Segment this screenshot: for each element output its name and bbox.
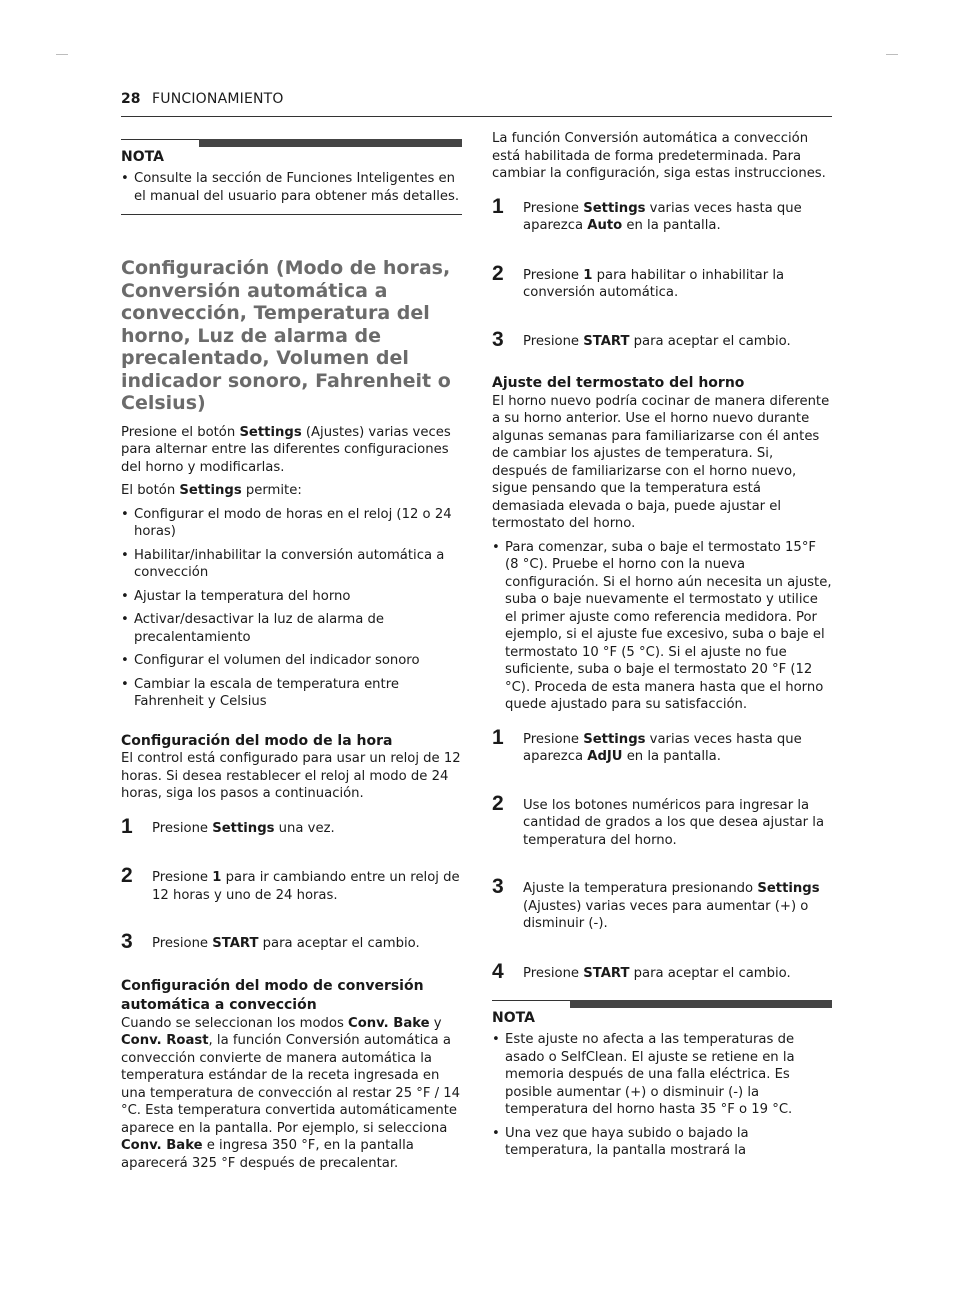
list-item: • Configurar el modo de horas en el reloj (12 o 24 horas) (121, 506, 462, 541)
thermostat-list (492, 539, 832, 714)
step-number: 3 (492, 875, 504, 898)
page-number: 28 (121, 91, 141, 107)
note-rule (121, 130, 462, 140)
step-number: 2 (492, 261, 504, 285)
section-heading: Configuración (Modo de horas, Conversión automática a convección, Temperatura del horno, Luz de alarma de precalentado, Volumen del indicador sonoro, Fahrenheit o Celsius) (121, 257, 451, 414)
list-item: • Para comenzar, suba o baje el termostato 15°F (8 °C). Pruebe el horno con la nueva configuración. Si el horno aún necesita un ajuste, suba o baje nuevamente el termostato y utilice el primer ajuste como referencia medidora. Por ejemplo, si el ajuste fue excesivo, suba o baje el termostato 10 °F (5 °C). Si el ajuste no fue suficiente, suba o baje el termostato 20 °F (12 °C). Proceda de esta manera hasta que el horno quede ajustado para su satisfacción. (492, 539, 832, 714)
thermostat-text: El horno nuevo podría cocinar de manera diferente a su horno anterior. Use el horno nuevo durante algunas semanas para familiarizarse con él antes de cambiar los ajustes de temperatura. Si, después de familiarizarse con el horno nuevo, sigue pensando que la temperatura está demasiada elevada o baja, puede ajustar el termostato del horno. (492, 393, 830, 531)
step: 2 Presione 1 para habilitar o inhabilitar la conversión automática. (492, 261, 785, 300)
note-box (121, 130, 462, 215)
step-number: 1 (492, 725, 504, 749)
step: 2 Presione 1 para ir cambiando entre un reloj de 12 horas y uno de 24 horas. (121, 864, 460, 903)
step-number: 2 (121, 864, 133, 887)
list-item: • Activar/desactivar la luz de alarma de precalentamiento (121, 611, 462, 646)
note-rule (492, 991, 832, 1001)
step-number: 1 (492, 194, 504, 218)
step-number: 3 (492, 327, 504, 351)
note-item: • Este ajuste no afecta a las temperaturas de asado o SelfClean. El ajuste se retiene en la memoria después de una falla eléctrica. Es posible aumentar (+) o disminuir (-) la temperatura del horno hasta 35 °F o 19 °C. (492, 1031, 832, 1119)
conversion-text: Cuando se seleccionan los modos Conv. Bake y Conv. Roast, la función Conversión automática a convección convierte de manera automática la temperatura estándar de la receta ingresada en una temperatura de convección al restar 25 °F / 14 °C. Esta temperatura convertida automáticamente aparece en la pantalla. Por ejemplo, si selecciona Conv. Bake e ingresa 350 °F, en la pantalla aparecerá 325 °F después de precalentar. (121, 1015, 461, 1171)
intro-paragraph-2: El botón Settings permite: (121, 483, 302, 498)
note-list (121, 170, 462, 205)
note-title: NOTA (121, 149, 164, 165)
step: 3 Presione START para aceptar el cambio. (492, 327, 791, 351)
hour-mode-text: El control está configurado para usar un reloj de 12 horas. Si desea restablecer el reloj al modo de 24 horas, siga los pasos a continuación. (121, 751, 461, 801)
step-number: 3 (121, 930, 133, 953)
list-item: • Cambiar la escala de temperatura entre Fahrenheit y Celsius (121, 676, 462, 711)
settings-list (121, 506, 462, 711)
intro-paragraph: Presione el botón Settings (Ajustes) varias veces para alternar entre las diferentes configuraciones del horno y modificarlas. (121, 424, 451, 475)
note-list (492, 1031, 832, 1160)
step: 1 Presione Settings varias veces hasta que aparezca Auto en la pantalla. (492, 194, 802, 233)
step: 1 Presione Settings una vez. (121, 814, 335, 838)
list-item: • Configurar el volumen del indicador sonoro (121, 652, 462, 670)
note-title: NOTA (492, 1010, 535, 1026)
page-header (121, 89, 832, 117)
list-item: • Habilitar/inhabilitar la conversión automática a convección (121, 547, 462, 582)
note-item: • Una vez que haya subido o bajado la temperatura, la pantalla mostrará la (492, 1125, 832, 1160)
crop-mark-left (56, 54, 68, 55)
step: 4 Presione START para aceptar el cambio. (492, 959, 791, 983)
step: 3 Ajuste la temperatura presionando Settings (Ajustes) varias veces para aumentar (+) o disminuir (-). (492, 875, 820, 931)
right-column (492, 130, 832, 1166)
conversion-intro: La función Conversión automática a convección está habilitada de forma predeterminada. Para cambiar la configuración, siga estas instrucciones. (492, 131, 826, 181)
step: 2 Use los botones numéricos para ingresar la cantidad de grados a los que desea ajustar la temperatura del horno. (492, 791, 825, 848)
note-item: • Consulte la sección de Funciones Inteligentes en el manual del usuario para obtener más detalles. (121, 170, 462, 205)
list-item: • Ajustar la temperatura del horno (121, 588, 462, 606)
thermostat-heading: Ajuste del termostato del horno (492, 375, 745, 391)
step-number: 4 (492, 959, 504, 983)
conversion-heading: Configuración del modo de conversión automática a convección (121, 977, 424, 1013)
step-number: 2 (492, 791, 504, 815)
step-number: 1 (121, 814, 133, 838)
step: 1 Presione Settings varias veces hasta que aparezca AdJU en la pantalla. (492, 725, 802, 764)
crop-mark-right (886, 54, 898, 55)
hour-mode-heading: Configuración del modo de la hora (121, 732, 393, 749)
note-box (492, 991, 832, 1160)
section-title: FUNCIONAMIENTO (152, 91, 284, 107)
left-column (121, 130, 462, 1178)
step: 3 Presione START para aceptar el cambio. (121, 930, 420, 953)
